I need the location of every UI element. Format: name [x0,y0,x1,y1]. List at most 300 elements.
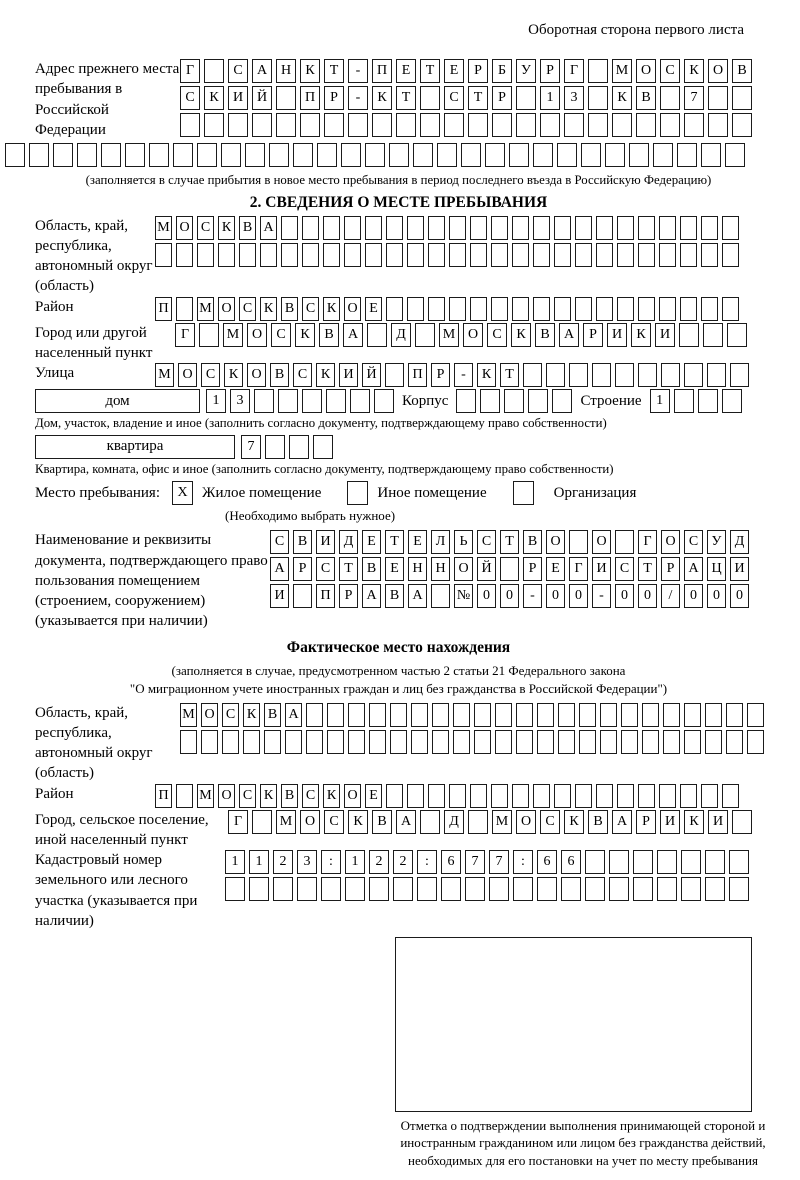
char-box[interactable] [569,363,588,387]
char-box[interactable] [260,243,277,267]
char-box[interactable] [638,243,655,267]
char-box[interactable]: А [612,810,632,834]
char-box[interactable] [492,113,512,137]
char-box[interactable] [293,584,312,608]
char-box[interactable]: Т [500,530,519,554]
char-box[interactable]: К [218,216,235,240]
char-box[interactable]: Е [396,59,416,83]
char-box[interactable] [470,784,487,808]
char-box[interactable]: Б [492,59,512,83]
char-box[interactable]: О [708,59,728,83]
char-box[interactable] [495,703,512,727]
char-box[interactable]: К [295,323,315,347]
char-box[interactable]: 1 [345,850,365,874]
char-box[interactable]: У [707,530,726,554]
char-box[interactable]: К [348,810,368,834]
char-box[interactable]: Р [661,557,680,581]
char-box[interactable]: С [201,363,220,387]
char-box[interactable] [199,323,219,347]
char-box[interactable] [512,243,529,267]
char-box[interactable]: Е [385,557,404,581]
char-box[interactable]: Т [396,86,416,110]
char-box[interactable]: С [477,530,496,554]
char-box[interactable] [420,810,440,834]
char-box[interactable]: Г [180,59,200,83]
char-box[interactable]: 0 [730,584,749,608]
char-box[interactable] [708,113,728,137]
char-box[interactable] [564,113,584,137]
char-box[interactable]: С [660,59,680,83]
char-box[interactable] [732,113,752,137]
char-box[interactable]: 2 [393,850,413,874]
char-box[interactable] [276,113,296,137]
char-box[interactable]: В [281,297,298,321]
char-box[interactable] [281,216,298,240]
char-box[interactable]: - [523,584,542,608]
char-box[interactable]: К [372,86,392,110]
char-box[interactable] [660,113,680,137]
char-box[interactable] [344,243,361,267]
char-box[interactable]: П [408,363,427,387]
char-box[interactable]: Д [391,323,411,347]
char-box[interactable]: В [281,784,298,808]
char-box[interactable] [365,243,382,267]
char-box[interactable]: Г [175,323,195,347]
char-box[interactable] [701,784,718,808]
char-box[interactable] [495,730,512,754]
char-box[interactable] [659,216,676,240]
char-box[interactable]: Р [540,59,560,83]
char-box[interactable] [428,243,445,267]
char-box[interactable]: А [270,557,289,581]
char-box[interactable]: Е [408,530,427,554]
char-box[interactable] [588,113,608,137]
char-box[interactable] [407,297,424,321]
char-box[interactable] [730,363,749,387]
char-box[interactable]: Т [339,557,358,581]
char-box[interactable] [437,143,457,167]
char-box[interactable] [252,810,272,834]
char-box[interactable]: К [260,784,277,808]
char-box[interactable] [569,530,588,554]
char-box[interactable]: К [477,363,496,387]
char-box[interactable] [428,216,445,240]
char-box[interactable] [149,143,169,167]
char-box[interactable]: Л [431,530,450,554]
char-box[interactable] [722,243,739,267]
char-box[interactable] [732,810,752,834]
char-box[interactable]: 0 [615,584,634,608]
char-box[interactable]: А [362,584,381,608]
char-box[interactable] [468,113,488,137]
char-box[interactable]: : [321,850,341,874]
char-box[interactable] [537,877,557,901]
char-box[interactable] [516,703,533,727]
char-box[interactable] [600,730,617,754]
char-box[interactable] [327,703,344,727]
char-box[interactable]: 0 [569,584,588,608]
char-box[interactable]: Н [431,557,450,581]
char-box[interactable] [660,86,680,110]
char-box[interactable] [449,216,466,240]
char-box[interactable] [390,703,407,727]
char-box[interactable] [386,243,403,267]
char-box[interactable] [705,703,722,727]
char-box[interactable] [239,243,256,267]
char-box[interactable] [432,730,449,754]
char-box[interactable]: С [239,784,256,808]
char-box[interactable]: А [252,59,272,83]
char-box[interactable] [726,730,743,754]
char-box[interactable]: В [385,584,404,608]
char-box[interactable] [265,435,285,459]
char-box[interactable] [417,877,437,901]
char-box[interactable] [249,877,269,901]
char-box[interactable] [407,784,424,808]
char-box[interactable]: : [417,850,437,874]
char-box[interactable] [470,216,487,240]
char-box[interactable]: Е [365,784,382,808]
char-box[interactable] [663,730,680,754]
char-box[interactable] [264,730,281,754]
char-box[interactable] [411,730,428,754]
char-box[interactable] [313,435,333,459]
char-box[interactable] [204,113,224,137]
char-box[interactable]: В [239,216,256,240]
char-box[interactable] [684,113,704,137]
char-box[interactable] [512,297,529,321]
char-box[interactable] [453,730,470,754]
char-box[interactable]: С [540,810,560,834]
char-box[interactable]: О [300,810,320,834]
char-box[interactable] [327,730,344,754]
char-box[interactable]: С [180,86,200,110]
char-box[interactable]: П [155,297,172,321]
char-box[interactable] [396,113,416,137]
char-box[interactable] [390,730,407,754]
char-box[interactable] [707,363,726,387]
char-box[interactable]: Т [385,530,404,554]
char-box[interactable] [278,389,298,413]
char-box[interactable] [321,877,341,901]
char-box[interactable] [413,143,433,167]
char-box[interactable]: М [612,59,632,83]
char-box[interactable]: Г [638,530,657,554]
char-box[interactable]: О [344,297,361,321]
char-box[interactable] [701,143,721,167]
char-box[interactable] [663,703,680,727]
char-box[interactable] [125,143,145,167]
char-box[interactable] [575,784,592,808]
char-box[interactable]: И [228,86,248,110]
char-box[interactable]: С [228,59,248,83]
char-box[interactable] [432,703,449,727]
char-box[interactable] [509,143,529,167]
char-box[interactable]: А [559,323,579,347]
char-box[interactable] [617,297,634,321]
char-box[interactable] [638,363,657,387]
char-box[interactable] [633,877,653,901]
char-box[interactable]: В [270,363,289,387]
char-box[interactable]: О [454,557,473,581]
char-box[interactable] [155,243,172,267]
char-box[interactable]: Р [523,557,542,581]
char-box[interactable] [708,86,728,110]
char-box[interactable] [558,703,575,727]
char-box[interactable] [302,216,319,240]
char-box[interactable]: 0 [638,584,657,608]
char-box[interactable]: Е [546,557,565,581]
char-box[interactable] [575,243,592,267]
char-box[interactable]: О [201,703,218,727]
char-box[interactable]: С [222,703,239,727]
char-box[interactable] [533,243,550,267]
char-box[interactable] [221,143,241,167]
char-box[interactable] [698,389,718,413]
char-box[interactable] [579,703,596,727]
char-box[interactable] [705,730,722,754]
char-box[interactable] [642,730,659,754]
char-box[interactable]: О [546,530,565,554]
char-box[interactable] [197,243,214,267]
char-box[interactable]: 1 [225,850,245,874]
char-box[interactable] [557,143,577,167]
char-box[interactable]: Н [276,59,296,83]
char-box[interactable]: О [247,363,266,387]
char-box[interactable]: В [588,810,608,834]
char-box[interactable]: Н [408,557,427,581]
char-box[interactable] [636,113,656,137]
char-box[interactable]: С [197,216,214,240]
char-box[interactable]: : [513,850,533,874]
char-box[interactable]: А [260,216,277,240]
char-box[interactable] [225,877,245,901]
char-box[interactable]: С [487,323,507,347]
char-box[interactable]: М [155,216,172,240]
char-box[interactable] [705,850,725,874]
char-box[interactable] [705,877,725,901]
char-box[interactable] [317,143,337,167]
char-box[interactable]: С [302,784,319,808]
char-box[interactable] [201,730,218,754]
char-box[interactable] [642,703,659,727]
char-box[interactable] [449,784,466,808]
char-box[interactable] [596,784,613,808]
char-box[interactable] [281,243,298,267]
char-box[interactable] [461,143,481,167]
char-box[interactable] [680,216,697,240]
char-box[interactable] [617,216,634,240]
char-box[interactable] [350,389,370,413]
char-box[interactable] [722,297,739,321]
char-box[interactable] [726,703,743,727]
char-box[interactable] [537,703,554,727]
char-box[interactable] [596,243,613,267]
char-box[interactable]: О [636,59,656,83]
char-box[interactable] [306,703,323,727]
char-box[interactable] [323,216,340,240]
char-box[interactable]: Й [252,86,272,110]
char-box[interactable]: - [348,59,368,83]
char-box[interactable] [732,86,752,110]
char-box[interactable] [465,877,485,901]
char-box[interactable] [372,113,392,137]
char-box[interactable] [680,784,697,808]
char-box[interactable]: И [607,323,627,347]
char-box[interactable] [512,784,529,808]
char-box[interactable] [77,143,97,167]
char-box[interactable]: И [316,530,335,554]
char-box[interactable] [537,730,554,754]
char-box[interactable]: Г [228,810,248,834]
char-box[interactable]: Р [324,86,344,110]
char-box[interactable] [369,703,386,727]
char-box[interactable]: О [218,297,235,321]
char-box[interactable] [344,216,361,240]
char-box[interactable]: Д [339,530,358,554]
char-box[interactable]: И [270,584,289,608]
char-box[interactable] [252,113,272,137]
char-box[interactable]: - [454,363,473,387]
char-box[interactable]: Г [569,557,588,581]
char-box[interactable] [722,784,739,808]
char-box[interactable]: А [684,557,703,581]
char-box[interactable]: 3 [564,86,584,110]
char-box[interactable] [552,389,572,413]
char-box[interactable] [415,323,435,347]
char-box[interactable] [679,323,699,347]
char-box[interactable] [747,703,764,727]
char-box[interactable] [621,703,638,727]
char-box[interactable]: К [323,297,340,321]
char-box[interactable]: С [239,297,256,321]
char-box[interactable] [722,216,739,240]
char-box[interactable] [512,216,529,240]
char-box[interactable]: С [302,297,319,321]
char-box[interactable] [254,389,274,413]
char-box[interactable] [725,143,745,167]
char-box[interactable]: К [631,323,651,347]
char-box[interactable] [348,730,365,754]
char-box[interactable] [615,530,634,554]
char-box[interactable] [661,363,680,387]
char-box[interactable]: 0 [500,584,519,608]
char-box[interactable] [180,113,200,137]
char-box[interactable]: В [293,530,312,554]
char-box[interactable] [516,86,536,110]
char-box[interactable] [489,877,509,901]
char-box[interactable]: О [516,810,536,834]
char-box[interactable]: 1 [540,86,560,110]
char-box[interactable] [218,243,235,267]
char-box[interactable]: 7 [465,850,485,874]
char-box[interactable] [680,297,697,321]
char-box[interactable]: К [564,810,584,834]
char-box[interactable]: А [285,703,302,727]
char-box[interactable]: Д [444,810,464,834]
char-box[interactable]: В [523,530,542,554]
char-box[interactable] [558,730,575,754]
char-box[interactable]: Т [420,59,440,83]
char-box[interactable] [596,297,613,321]
char-box[interactable] [300,113,320,137]
char-box[interactable] [407,216,424,240]
char-box[interactable] [592,363,611,387]
char-box[interactable] [747,730,764,754]
char-box[interactable] [500,557,519,581]
char-box[interactable]: В [732,59,752,83]
char-box[interactable]: О [344,784,361,808]
char-box[interactable] [533,297,550,321]
char-box[interactable] [444,113,464,137]
char-box[interactable] [369,730,386,754]
char-box[interactable] [516,113,536,137]
char-box[interactable]: П [372,59,392,83]
char-box[interactable]: 0 [684,584,703,608]
char-box[interactable] [453,703,470,727]
char-box[interactable]: Р [583,323,603,347]
char-box[interactable] [468,810,488,834]
char-box[interactable]: О [463,323,483,347]
char-box[interactable] [588,59,608,83]
char-box[interactable] [269,143,289,167]
char-box[interactable] [638,297,655,321]
char-box[interactable] [617,243,634,267]
char-box[interactable] [420,113,440,137]
char-box[interactable]: У [516,59,536,83]
char-box[interactable]: К [224,363,243,387]
char-box[interactable] [653,143,673,167]
char-box[interactable]: И [592,557,611,581]
char-box[interactable] [629,143,649,167]
char-box[interactable] [681,850,701,874]
char-box[interactable]: О [218,784,235,808]
char-box[interactable]: 2 [369,850,389,874]
char-box[interactable]: Ь [454,530,473,554]
char-box[interactable]: О [176,216,193,240]
char-box[interactable] [684,703,701,727]
char-box[interactable] [348,703,365,727]
char-box[interactable] [575,297,592,321]
char-box[interactable] [516,730,533,754]
char-box[interactable] [470,297,487,321]
char-box[interactable]: 3 [230,389,250,413]
char-box[interactable]: М [197,297,214,321]
char-box[interactable]: С [615,557,634,581]
char-box[interactable] [659,784,676,808]
char-box[interactable] [612,113,632,137]
char-box[interactable] [561,877,581,901]
char-box[interactable]: 1 [206,389,226,413]
char-box[interactable]: 7 [241,435,261,459]
char-box[interactable]: К [300,59,320,83]
char-box[interactable] [243,730,260,754]
char-box[interactable]: В [535,323,555,347]
char-box[interactable]: В [319,323,339,347]
char-box[interactable] [633,850,653,874]
char-box[interactable] [729,850,749,874]
char-box[interactable]: 6 [537,850,557,874]
char-box[interactable]: И [660,810,680,834]
char-box[interactable] [53,143,73,167]
char-box[interactable]: П [300,86,320,110]
char-box[interactable]: Ц [707,557,726,581]
char-box[interactable] [480,389,500,413]
char-box[interactable] [369,877,389,901]
char-box[interactable]: К [684,810,704,834]
char-box[interactable] [474,730,491,754]
char-box[interactable]: С [324,810,344,834]
